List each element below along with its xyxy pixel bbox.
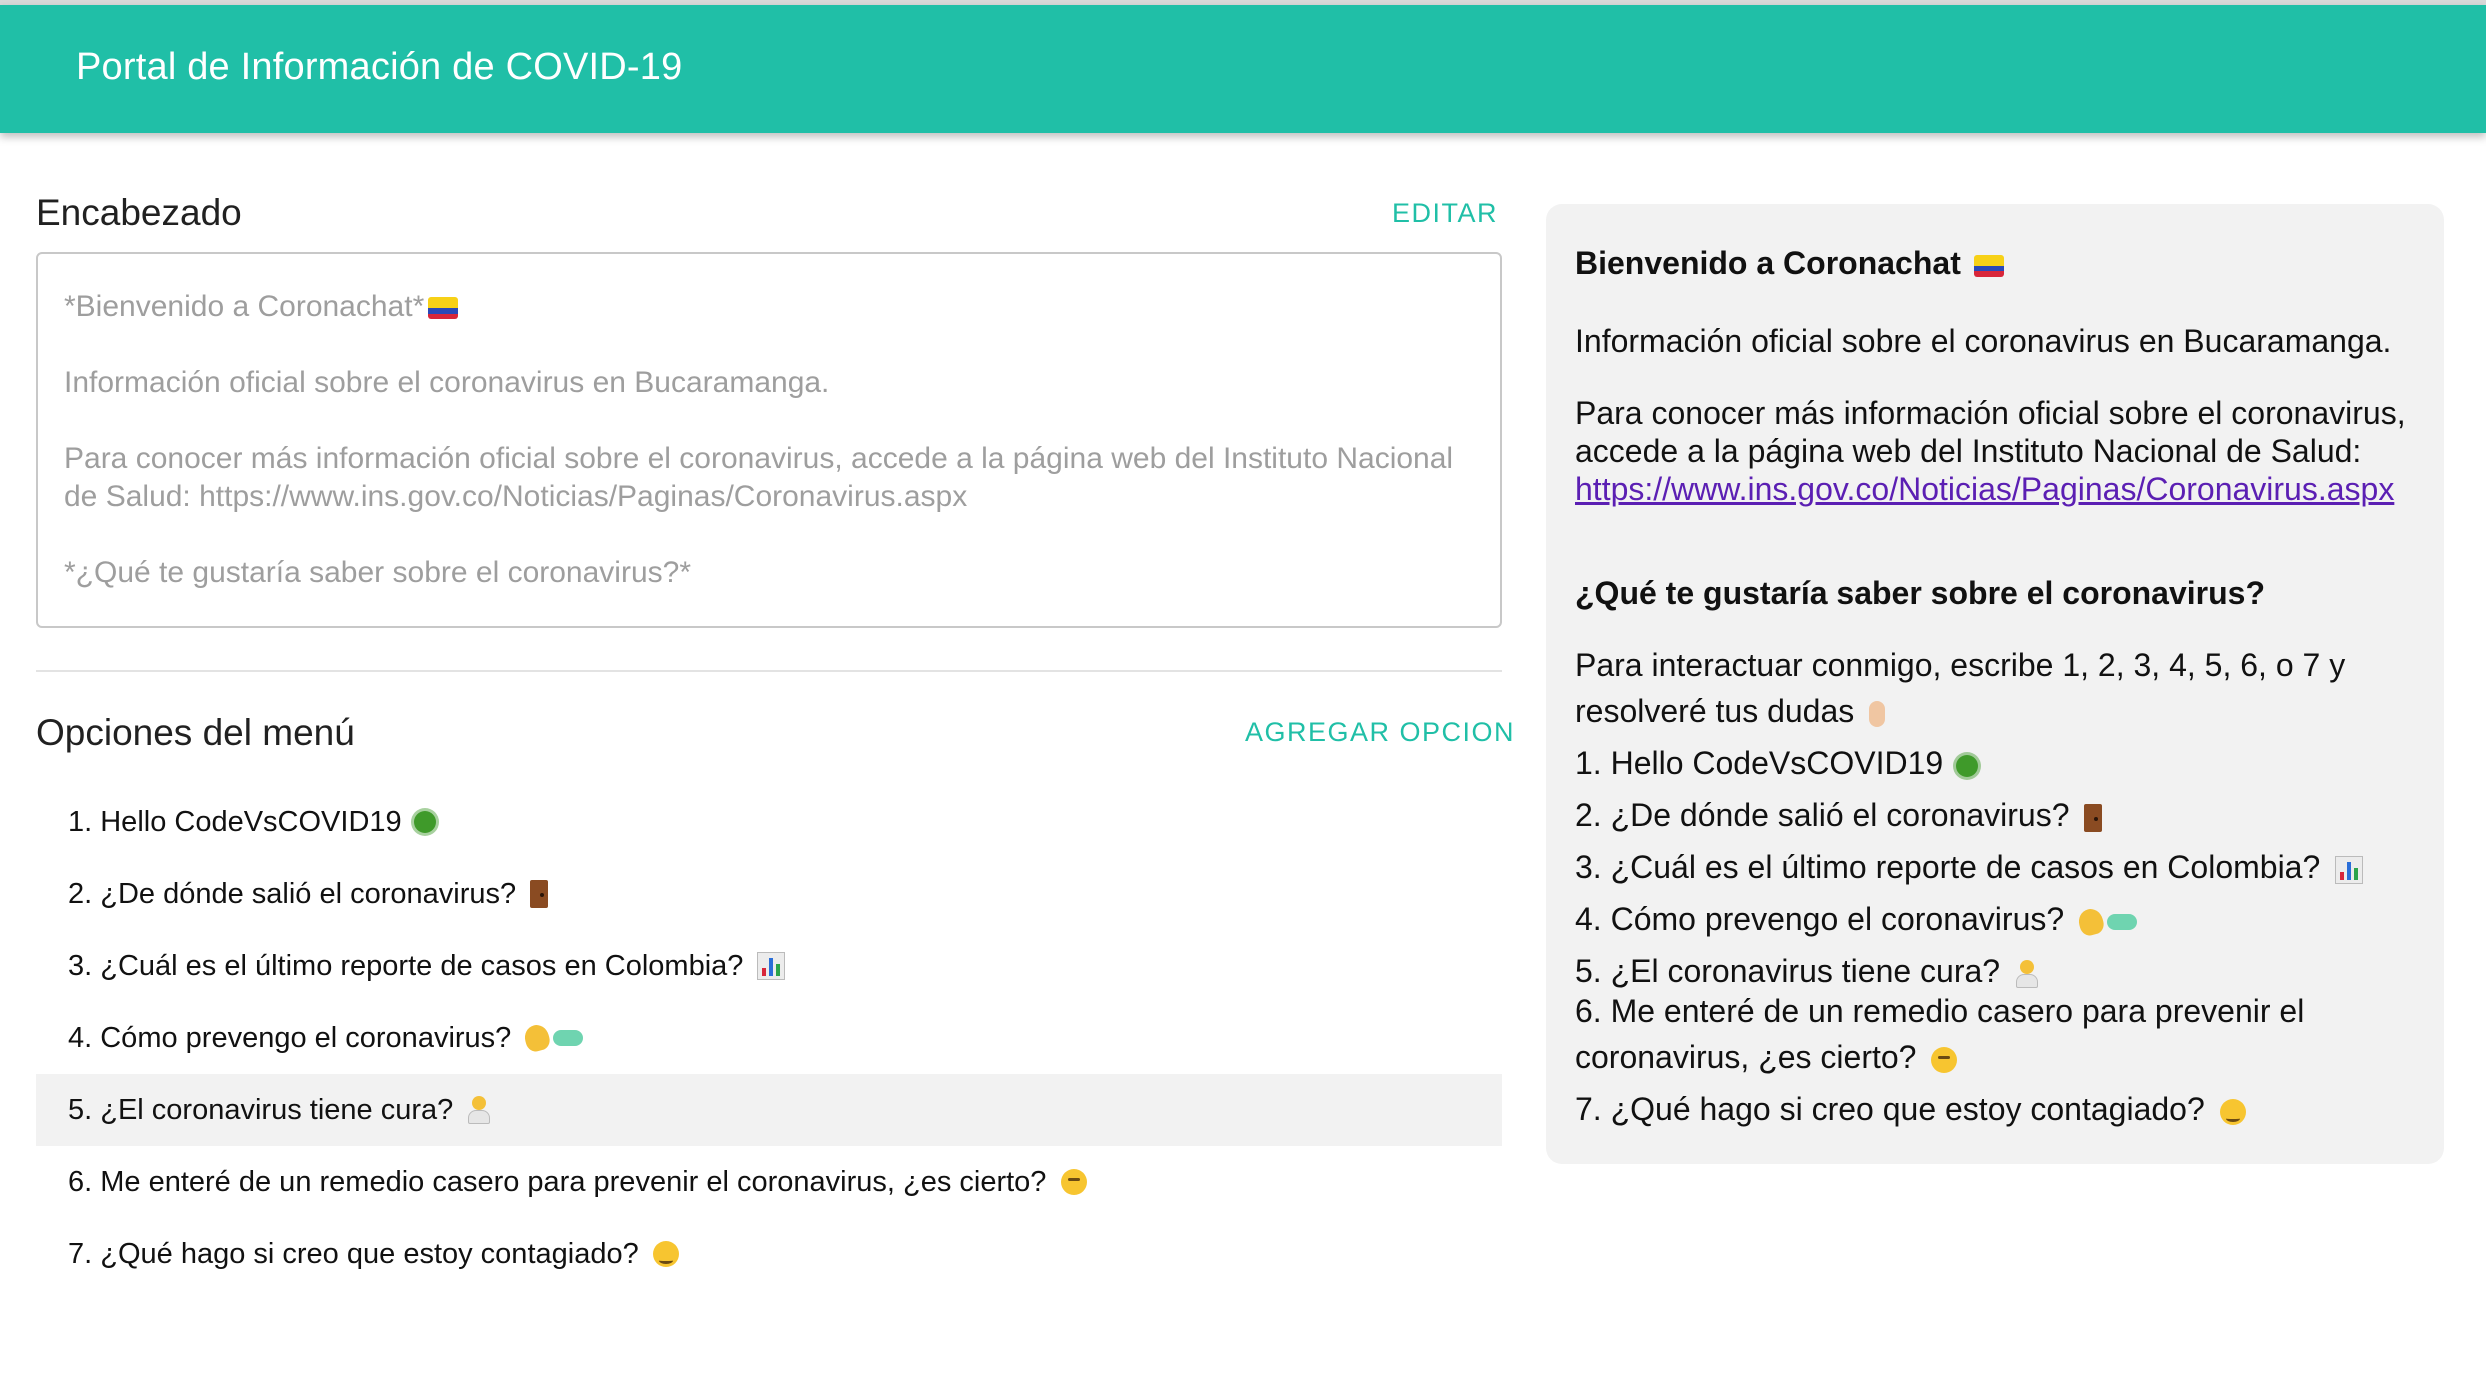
menu-option-2[interactable]: 2. ¿De dónde salió el coronavirus? (36, 858, 1502, 930)
preview-item-6: 6. Me enteré de un remedio casero para prevenir el coronavirus, ¿es cierto? (1575, 993, 2305, 1075)
preview-item-2: 2. ¿De dónde salió el coronavirus? (1575, 796, 2425, 834)
section-divider (36, 670, 1502, 672)
preview-item-7: 7. ¿Qué hago si creo que estoy contagiado? (1575, 1090, 2425, 1128)
preview-welcome: Bienvenido a Coronachat (1575, 244, 2425, 282)
preview-more-info: Para conocer más información oficial sobre el coronavirus, accede a la página web del Instituto Nacional de Salud: https://www.ins.gov.co/Noticias/Paginas/Coronavirus.aspx (1575, 395, 2406, 507)
preview-interact: Para interactuar conmigo, escribe 1, 2, 3, 4, 5, 6, o 7 y resolveré tus dudas (1575, 647, 2346, 729)
door-icon (530, 880, 548, 908)
ins-website-link[interactable]: https://www.ins.gov.co/Noticias/Paginas/Coronavirus.aspx (1575, 471, 2395, 507)
soap-icon (553, 1030, 583, 1046)
menu-option-5[interactable]: 5. ¿El coronavirus tiene cura? (36, 1074, 1502, 1146)
preview-item-5: 5. ¿El coronavirus tiene cura? (1575, 952, 2425, 990)
soap-icon (2107, 914, 2137, 930)
menu-option-3[interactable]: 3. ¿Cuál es el último reporte de casos en Colombia? (36, 930, 1502, 1002)
woozy-face-icon (2220, 1099, 2246, 1125)
thinking-face-icon (1931, 1047, 1957, 1073)
app-bar (0, 5, 2486, 133)
bar-chart-icon (2335, 856, 2363, 884)
bar-chart-icon (757, 952, 785, 980)
virus-icon (414, 811, 436, 833)
menu-option-6[interactable]: 6. Me enteré de un remedio casero para prevenir el coronavirus, ¿es cierto? (36, 1146, 1502, 1218)
preview-item-1: 1. Hello CodeVsCOVID19 (1575, 744, 2425, 782)
header-line-info: Información oficial sobre el coronavirus en Bucaramanga. (64, 366, 830, 399)
clapping-hands-icon (522, 1022, 552, 1053)
health-worker-icon (2015, 960, 2039, 988)
virus-icon (1956, 755, 1978, 777)
preview-question: ¿Qué te gustaría saber sobre el coronavirus? (1575, 575, 2265, 611)
chat-preview-panel (1546, 204, 2444, 1164)
edit-button[interactable]: EDITAR (1392, 198, 1499, 228)
app-title: Portal de Información de COVID-19 (76, 46, 683, 88)
preview-item-4: 4. Cómo prevengo el coronavirus? (1575, 900, 2425, 938)
header-line-question: *¿Qué te gustaría saber sobre el coronavirus?* (64, 556, 691, 589)
health-worker-icon (467, 1096, 491, 1124)
menu-option-4[interactable]: 4. Cómo prevengo el coronavirus? (36, 1002, 1502, 1074)
header-line-welcome: *Bienvenido a Coronachat* (64, 288, 1454, 326)
woozy-face-icon (653, 1241, 679, 1267)
thinking-face-icon (1061, 1169, 1087, 1195)
colombia-flag-icon (1974, 255, 2004, 277)
pointing-down-icon (1869, 701, 1885, 727)
clapping-hands-icon (2076, 906, 2106, 937)
header-section-title: Encabezado (36, 192, 242, 233)
preview-item-3: 3. ¿Cuál es el último reporte de casos en Colombia? (1575, 848, 2425, 886)
menu-section-title: Opciones del menú (36, 712, 355, 753)
header-line-more-info: Para conocer más información oficial sobre el coronavirus, accede a la página web del Instituto Nacional de Salud: https://www.ins.gov.co/Noticias/Paginas/Coronavirus.aspx (64, 442, 1454, 513)
menu-option-1[interactable]: 1. Hello CodeVsCOVID19 (36, 786, 1502, 858)
door-icon (2084, 804, 2102, 832)
preview-info: Información oficial sobre el coronavirus en Bucaramanga. (1575, 323, 2392, 359)
add-option-button[interactable]: AGREGAR OPCION (1245, 717, 1516, 747)
menu-option-7[interactable]: 7. ¿Qué hago si creo que estoy contagiado? (36, 1218, 1502, 1290)
header-text-field[interactable] (36, 252, 1502, 628)
colombia-flag-icon (428, 297, 458, 319)
